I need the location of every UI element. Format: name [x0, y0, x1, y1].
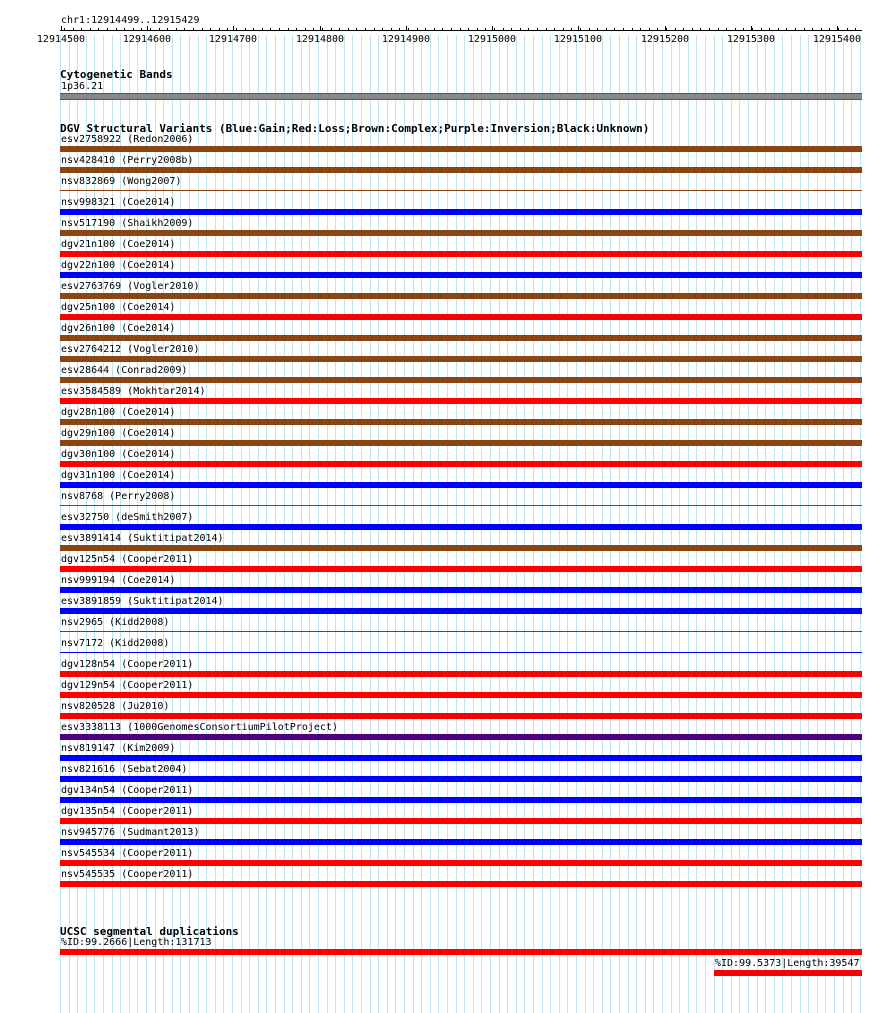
ruler-major-tick	[147, 26, 148, 31]
dgv-feature-bar[interactable]	[60, 587, 862, 593]
dgv-feature-label: nsv998321 (Coe2014)	[61, 197, 176, 208]
ruler-minor-tick	[98, 28, 99, 30]
dgv-feature-label: nsv945776 (Sudmant2013)	[61, 827, 200, 838]
dgv-feature-bar[interactable]	[60, 671, 862, 677]
ruler-minor-tick	[821, 28, 822, 30]
ruler-minor-tick	[64, 28, 65, 30]
ruler-minor-tick	[675, 28, 676, 30]
dgv-feature-bar[interactable]	[60, 797, 862, 803]
dgv-feature-label: dgv135n54 (Cooper2011)	[61, 806, 194, 817]
ruler-major-tick	[233, 26, 234, 31]
ruler-minor-tick	[812, 28, 813, 30]
dgv-feature-bar[interactable]	[60, 524, 862, 530]
ruler-minor-tick	[184, 28, 185, 30]
ruler-minor-tick	[520, 28, 521, 30]
ruler-minor-tick	[606, 28, 607, 30]
ruler-tick-label: 12914700	[208, 34, 258, 45]
ruler-minor-tick	[107, 28, 108, 30]
dgv-feature-bar[interactable]	[60, 251, 862, 257]
dgv-feature-label: nsv821616 (Sebat2004)	[61, 764, 188, 775]
dgv-feature-bar[interactable]	[60, 713, 862, 719]
dgv-feature-label: nsv819147 (Kim2009)	[61, 743, 176, 754]
ruler-minor-tick	[657, 28, 658, 30]
cytoband-bar[interactable]	[60, 93, 862, 100]
dgv-feature-label: nsv832869 (Wong2007)	[61, 176, 182, 187]
dgv-feature-bar[interactable]	[60, 776, 862, 782]
ruler-minor-tick	[279, 28, 280, 30]
ruler-tick-label: 12915300	[726, 34, 776, 45]
dgv-feature-label: esv28644 (Conrad2009)	[61, 365, 188, 376]
dgv-feature-bar[interactable]	[60, 860, 862, 866]
ruler-minor-tick	[700, 28, 701, 30]
ruler-minor-tick	[141, 28, 142, 30]
ruler-minor-tick	[374, 28, 375, 30]
segdup-track-title[interactable]: UCSC segmental duplications	[60, 925, 239, 938]
ruler-minor-tick	[761, 28, 762, 30]
segdup-feature-label: %ID:99.5373|Length:39547	[715, 958, 860, 969]
dgv-feature-bar[interactable]	[60, 167, 862, 173]
dgv-feature-bar[interactable]	[60, 314, 862, 320]
ruler-minor-tick	[124, 28, 125, 30]
dgv-feature-label: dgv129n54 (Cooper2011)	[61, 680, 194, 691]
ruler-minor-tick	[597, 28, 598, 30]
ruler-major-tick	[406, 26, 407, 31]
ruler-major-tick	[320, 26, 321, 31]
ruler-minor-tick	[580, 28, 581, 30]
ruler-minor-tick	[408, 28, 409, 30]
dgv-feature-bar[interactable]	[60, 881, 862, 887]
dgv-feature-bar[interactable]	[60, 818, 862, 824]
ruler-minor-tick	[339, 28, 340, 30]
ruler-minor-tick	[451, 28, 452, 30]
dgv-feature-label: nsv545534 (Cooper2011)	[61, 848, 194, 859]
ruler-minor-tick	[356, 28, 357, 30]
dgv-feature-label: dgv25n100 (Coe2014)	[61, 302, 176, 313]
dgv-feature-bar[interactable]	[60, 440, 862, 446]
ruler-minor-tick	[709, 28, 710, 30]
ruler-minor-tick	[666, 28, 667, 30]
ruler-tick-label: 12915000	[467, 34, 517, 45]
ruler-minor-tick	[331, 28, 332, 30]
dgv-feature-label: nsv2965 (Kidd2008)	[61, 617, 170, 628]
ruler-minor-tick	[743, 28, 744, 30]
ruler-minor-tick	[494, 28, 495, 30]
ruler-minor-tick	[589, 28, 590, 30]
dgv-feature-label: dgv28n100 (Coe2014)	[61, 407, 176, 418]
dgv-feature-label: esv2758922 (Redon2006)	[61, 134, 194, 145]
dgv-feature-label: dgv134n54 (Cooper2011)	[61, 785, 194, 796]
ruler-minor-tick	[442, 28, 443, 30]
ruler-minor-tick	[202, 28, 203, 30]
ruler-minor-tick	[262, 28, 263, 30]
dgv-feature-bar[interactable]	[60, 146, 862, 152]
dgv-track-title[interactable]: DGV Structural Variants (Blue:Gain;Red:Loss;Brown:Complex;Purple:Inversion;Black:Unknown)	[60, 122, 650, 135]
ruler-minor-tick	[391, 28, 392, 30]
dgv-feature-label: nsv820528 (Ju2010)	[61, 701, 170, 712]
segdup-feature-bar[interactable]	[60, 949, 862, 955]
ruler-minor-tick	[159, 28, 160, 30]
ruler-minor-tick	[778, 28, 779, 30]
ruler-minor-tick	[614, 28, 615, 30]
ruler-minor-tick	[571, 28, 572, 30]
segdup-feature-label: %ID:99.2666|Length:131713	[61, 937, 212, 948]
ruler-minor-tick	[503, 28, 504, 30]
dgv-feature-bar[interactable]	[60, 377, 862, 383]
dgv-feature-label: dgv29n100 (Coe2014)	[61, 428, 176, 439]
ruler-minor-tick	[116, 28, 117, 30]
ruler-minor-tick	[804, 28, 805, 30]
dgv-feature-bar[interactable]	[60, 230, 862, 236]
ruler-major-tick	[492, 26, 493, 31]
dgv-feature-bar[interactable]	[60, 734, 862, 740]
ruler-minor-tick	[855, 28, 856, 30]
dgv-feature-label: nsv8768 (Perry2008)	[61, 491, 176, 502]
ruler-minor-tick	[795, 28, 796, 30]
dgv-feature-bar[interactable]	[60, 839, 862, 845]
dgv-feature-label: nsv545535 (Cooper2011)	[61, 869, 194, 880]
ruler-minor-tick	[313, 28, 314, 30]
ruler-minor-tick	[227, 28, 228, 30]
dgv-feature-label: esv32750 (deSmith2007)	[61, 512, 194, 523]
dgv-feature-bar[interactable]	[60, 545, 862, 551]
dgv-feature-bar[interactable]	[60, 356, 862, 362]
dgv-feature-label: nsv428410 (Perry2008b)	[61, 155, 194, 166]
dgv-feature-label: dgv31n100 (Coe2014)	[61, 470, 176, 481]
ruler-minor-tick	[460, 28, 461, 30]
dgv-feature-label: esv3891859 (Suktitipat2014)	[61, 596, 224, 607]
ruler-minor-tick	[640, 28, 641, 30]
dgv-feature-bar[interactable]	[60, 755, 862, 761]
ruler-minor-tick	[382, 28, 383, 30]
ruler-tick-label: 12914800	[295, 34, 345, 45]
ruler-tick-label: 12915400	[812, 34, 862, 45]
ruler-minor-tick	[434, 28, 435, 30]
dgv-feature-bar[interactable]	[60, 293, 862, 299]
ruler-minor-tick	[150, 28, 151, 30]
dgv-feature-bar[interactable]	[60, 505, 862, 506]
ruler-minor-tick	[322, 28, 323, 30]
dgv-feature-label: nsv517190 (Shaikh2009)	[61, 218, 194, 229]
dgv-feature-label: esv3891414 (Suktitipat2014)	[61, 533, 224, 544]
ruler-minor-tick	[245, 28, 246, 30]
ruler-minor-tick	[73, 28, 74, 30]
dgv-feature-bar[interactable]	[60, 631, 862, 632]
ruler-minor-tick	[623, 28, 624, 30]
dgv-feature-label: dgv125n54 (Cooper2011)	[61, 554, 194, 565]
ruler-major-tick	[578, 26, 579, 31]
ruler-tick-label: 12914500	[36, 34, 86, 45]
ruler-minor-tick	[468, 28, 469, 30]
ruler-minor-tick	[425, 28, 426, 30]
ruler-minor-tick	[546, 28, 547, 30]
ruler-minor-tick	[829, 28, 830, 30]
dgv-feature-bar[interactable]	[60, 335, 862, 341]
ruler-minor-tick	[769, 28, 770, 30]
ruler-tick-label: 12915200	[640, 34, 690, 45]
dgv-feature-bar[interactable]	[60, 461, 862, 467]
ruler-minor-tick	[348, 28, 349, 30]
ruler-minor-tick	[718, 28, 719, 30]
dgv-feature-bar[interactable]	[60, 482, 862, 488]
ruler-minor-tick	[236, 28, 237, 30]
ruler-range-label: chr1:12914499..12915429	[61, 15, 200, 26]
ruler-minor-tick	[399, 28, 400, 30]
dgv-feature-bar[interactable]	[60, 272, 862, 278]
dgv-feature-bar[interactable]	[60, 209, 862, 215]
dgv-feature-label: nsv7172 (Kidd2008)	[61, 638, 170, 649]
ruler-minor-tick	[296, 28, 297, 30]
dgv-feature-label: dgv22n100 (Coe2014)	[61, 260, 176, 271]
ruler-minor-tick	[305, 28, 306, 30]
ruler-major-tick	[61, 26, 62, 31]
ruler-minor-tick	[176, 28, 177, 30]
ruler-minor-tick	[81, 28, 82, 30]
ruler-minor-tick	[485, 28, 486, 30]
cytoband-label: 1p36.21	[61, 81, 104, 92]
ruler-minor-tick	[847, 28, 848, 30]
dgv-feature-label: nsv999194 (Coe2014)	[61, 575, 176, 586]
ruler-minor-tick	[752, 28, 753, 30]
dgv-feature-bar[interactable]	[60, 652, 862, 653]
dgv-feature-label: dgv128n54 (Cooper2011)	[61, 659, 194, 670]
ruler-tick-label: 12914600	[122, 34, 172, 45]
ruler-minor-tick	[649, 28, 650, 30]
dgv-feature-label: esv3584589 (Mokhtar2014)	[61, 386, 206, 397]
ruler-tick-label: 12914900	[381, 34, 431, 45]
dgv-feature-bar[interactable]	[60, 566, 862, 572]
ruler-tick-label: 12915100	[553, 34, 603, 45]
ruler-minor-tick	[554, 28, 555, 30]
segdup-feature-bar[interactable]	[714, 970, 862, 976]
ruler-minor-tick	[365, 28, 366, 30]
dgv-feature-bar[interactable]	[60, 608, 862, 614]
dgv-feature-label: esv2764212 (Vogler2010)	[61, 344, 200, 355]
ruler-minor-tick	[417, 28, 418, 30]
dgv-feature-label: dgv21n100 (Coe2014)	[61, 239, 176, 250]
dgv-feature-label: dgv26n100 (Coe2014)	[61, 323, 176, 334]
ruler-minor-tick	[683, 28, 684, 30]
cytoband-track-title[interactable]: Cytogenetic Bands	[60, 68, 173, 81]
ruler-minor-tick	[735, 28, 736, 30]
ruler-minor-tick	[528, 28, 529, 30]
dgv-feature-label: esv3338113 (1000GenomesConsortiumPilotProject)	[61, 722, 338, 733]
dgv-feature-bar[interactable]	[60, 190, 862, 191]
dgv-feature-bar[interactable]	[60, 692, 862, 698]
ruler-minor-tick	[786, 28, 787, 30]
ruler-minor-tick	[288, 28, 289, 30]
ruler-minor-tick	[477, 28, 478, 30]
ruler-minor-tick	[270, 28, 271, 30]
dgv-feature-bar[interactable]	[60, 398, 862, 404]
ruler-minor-tick	[563, 28, 564, 30]
ruler-minor-tick	[726, 28, 727, 30]
ruler-minor-tick	[167, 28, 168, 30]
ruler-minor-tick	[632, 28, 633, 30]
dgv-feature-bar[interactable]	[60, 419, 862, 425]
ruler-minor-tick	[193, 28, 194, 30]
ruler-minor-tick	[537, 28, 538, 30]
ruler-minor-tick	[511, 28, 512, 30]
ruler-minor-tick	[133, 28, 134, 30]
dgv-feature-label: dgv30n100 (Coe2014)	[61, 449, 176, 460]
ruler-minor-tick	[253, 28, 254, 30]
ruler-minor-tick	[692, 28, 693, 30]
ruler-minor-tick	[210, 28, 211, 30]
ruler-minor-tick	[838, 28, 839, 30]
ruler-minor-tick	[219, 28, 220, 30]
ruler-axis	[60, 30, 862, 31]
dgv-feature-label: esv2763769 (Vogler2010)	[61, 281, 200, 292]
ruler-minor-tick	[90, 28, 91, 30]
